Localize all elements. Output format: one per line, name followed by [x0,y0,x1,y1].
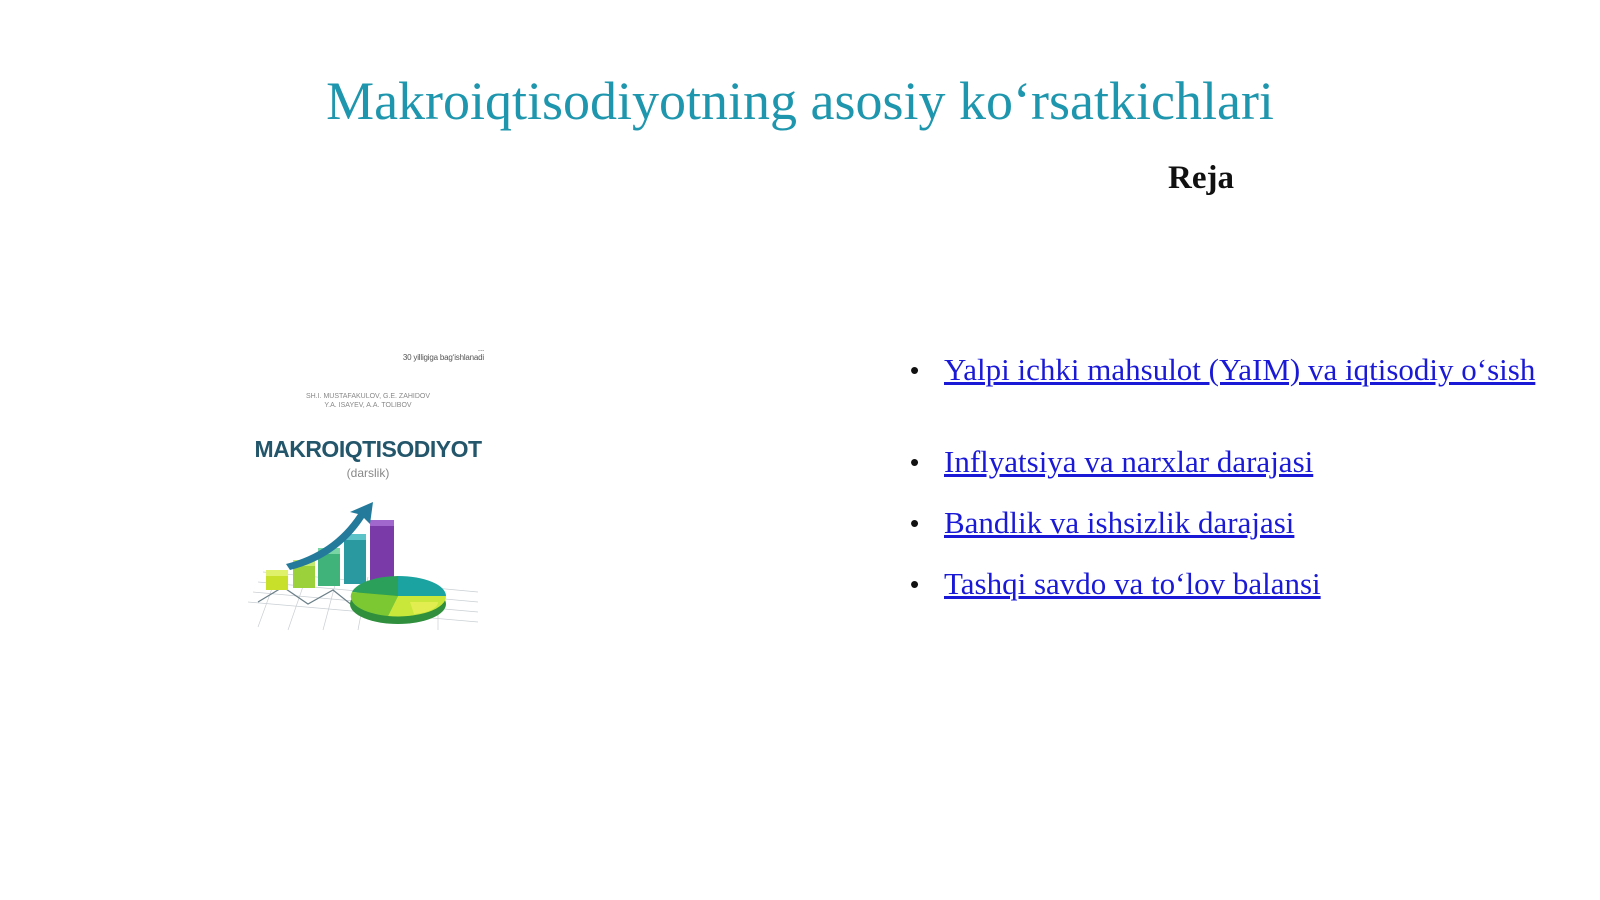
book-cover-image [238,342,498,652]
plan-link-gdp[interactable]: Yalpi ichki mahsulot (YaIM) va iqtisodiy o‘sish [944,352,1536,387]
plan-item-trade [910,564,1550,604]
cover-book-subtitle: (darslik) [346,466,390,480]
cover-authors-line-2: Y.A. ISAYEV, A.A. TOLIBOV [324,402,412,409]
cover-authors-line-1: SH.I. MUSTAFAKULOV, G.E. ZAHIDOV [305,393,431,400]
plan-list [910,350,1550,604]
bullet-icon: • [910,569,920,599]
plan-link-inflation[interactable]: Inflyatsiya va narxlar darajasi [944,444,1314,479]
plan-link-employment[interactable]: Bandlik va ishsizlik darajasi [944,505,1295,540]
cover-chart-illustration [238,492,498,632]
cover-authors [238,392,498,410]
plan-heading: Reja [1168,160,1234,196]
bullet-icon: • [910,447,920,477]
cover-book-title: MAKROIQTISODIYOT [254,436,482,462]
plan-item-employment [910,503,1550,543]
cover-pie [350,576,446,624]
plan-link-trade[interactable]: Tashqi savdo va to‘lov balansi [944,566,1321,601]
bullet-icon: • [910,355,920,385]
bullet-icon: • [910,508,920,538]
cover-top-note-line-1: ... [477,344,484,353]
plan-item-gdp [910,350,1550,390]
cover-top-note-line-2: 30 yilligiga bag‘ishlanadi [402,353,484,362]
plan-item-inflation [910,442,1550,482]
slide-title: Makroiqtisodiyotning asosiy ko‘rsatkichlari [326,71,1274,131]
cover-top-note [403,344,484,362]
